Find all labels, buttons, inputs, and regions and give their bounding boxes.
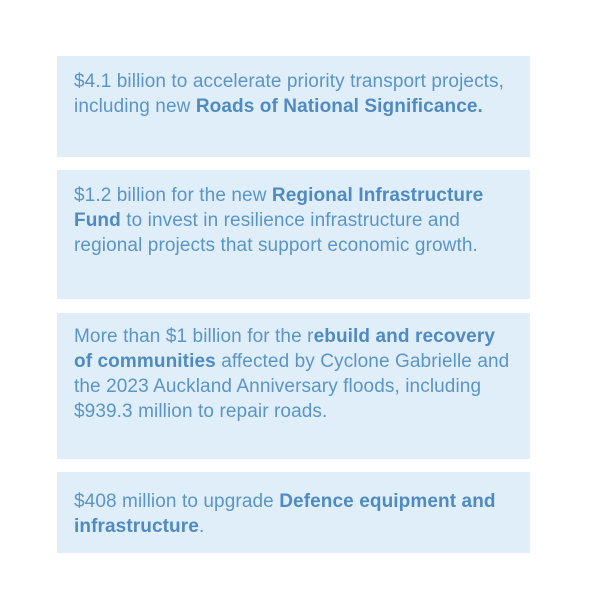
funding-card-text xyxy=(74,183,513,258)
funding-card-transport xyxy=(57,56,530,157)
funding-card-text xyxy=(74,324,513,424)
funding-card-text xyxy=(74,489,513,539)
funding-text-tail: affected by Cyclone Gabrielle and the 2023 Auckland Anniversary floods, including $939.3 million to repair roads. xyxy=(74,351,510,422)
funding-card-defence xyxy=(57,472,530,553)
funding-text: $408 million to upgrade xyxy=(74,491,280,512)
funding-card-text xyxy=(74,69,513,119)
funding-card-cyclone-recovery xyxy=(57,313,530,459)
funding-text-tail: . xyxy=(198,516,205,537)
funding-highlight: Defence equipment and infrastructure xyxy=(74,491,496,537)
funding-highlight: Roads of National Significance. xyxy=(195,96,483,117)
funding-text: $4.1 billion to accelerate priority transport projects, including new xyxy=(74,71,505,117)
funding-highlight: ebuild and recovery of communities xyxy=(74,326,495,372)
funding-text: More than $1 billion for the r xyxy=(74,326,314,347)
funding-text: $1.2 billion for the new xyxy=(74,185,272,206)
funding-highlight: Regional Infrastructure Fund xyxy=(74,185,484,231)
funding-card-regional-infrastructure xyxy=(57,170,530,299)
funding-text-tail: to invest in resilience infrastructure and regional projects that support economic growth. xyxy=(74,210,478,256)
